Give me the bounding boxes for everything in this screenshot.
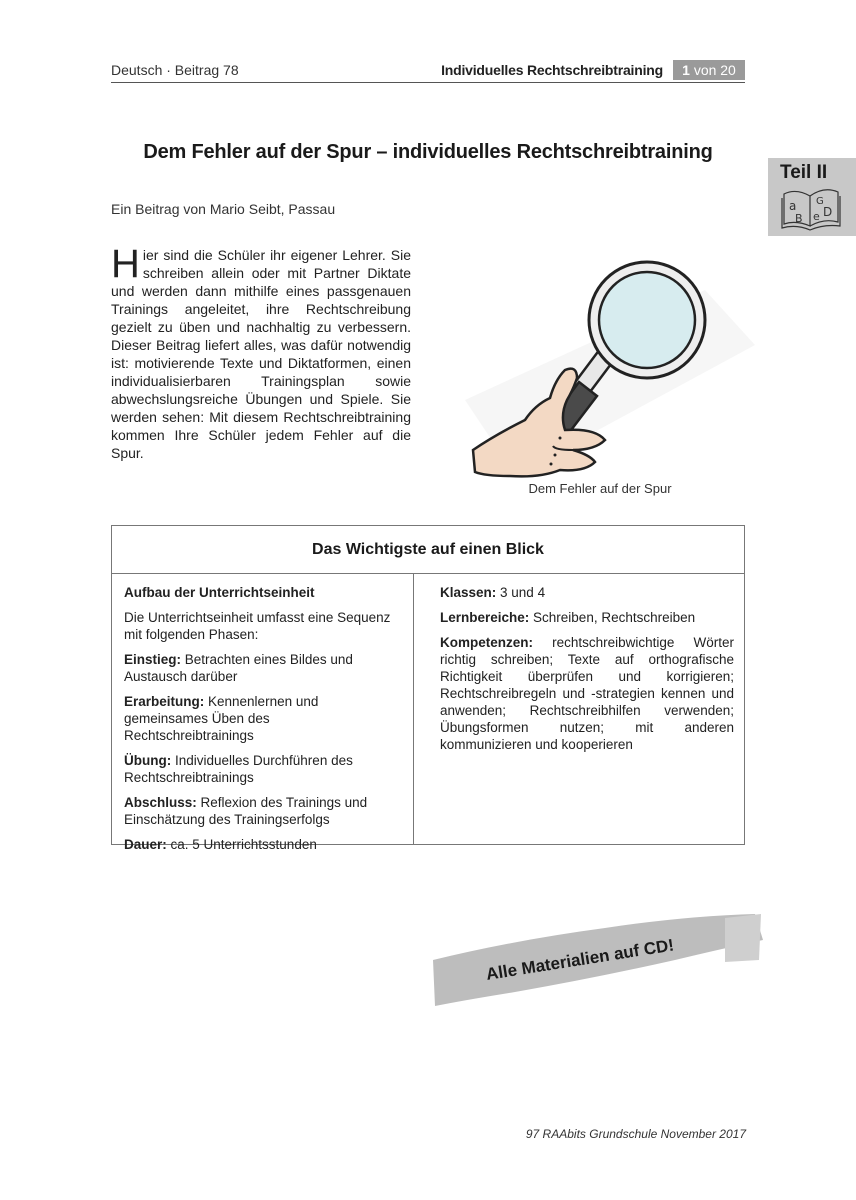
intro-paragraph [111, 242, 411, 462]
phase-item: Übung: Individuelles Durchführen des Rechtschreibtrainings [124, 753, 353, 785]
page-indicator [673, 60, 745, 80]
phase-item: Abschluss: Reflexion des Trainings und Einschätzung des Trainingserfolgs [124, 795, 368, 827]
unit-structure-intro: Die Unterrichtseinheit umfasst eine Sequenz mit folgenden Phasen: [124, 610, 391, 642]
illustration-caption: Dem Fehler auf der Spur [528, 481, 672, 496]
header-subject: Deutsch · Beitrag 78 [111, 62, 239, 78]
overview-title: Das Wichtigste auf einen Blick [112, 526, 744, 574]
svg-text:D: D [823, 205, 833, 219]
cd-banner-text: Alle Materialien auf CD! [484, 935, 676, 984]
header-topic: Individuelles Rechtschreibtraining [441, 62, 663, 78]
page-total: von 20 [693, 62, 736, 78]
overview-left-column [112, 574, 414, 852]
overview-right-column [427, 574, 745, 844]
book-abc-icon [780, 184, 842, 232]
footer-publication: 97 RAAbits Grundschule November 2017 [525, 1127, 746, 1141]
svg-text:a: a [789, 199, 797, 213]
competencies-item: Kompetenzen: rechtschreibwichtige Wörter richtig schreiben; Texte auf orthografische Richtigkeit überprüfen und korrigieren; Rechtschreibregeln und -strategien kennen und anwenden; Rechtschreibhilfen verwenden; Übungsformen nutzen; mit anderen kommunizieren und kooperieren [440, 635, 734, 752]
section-tab [768, 158, 856, 236]
unit-structure-heading: Aufbau der Unterrichtseinheit [124, 585, 315, 600]
phase-item: Erarbeitung: Kennenlernen und gemeinsames Üben des Rechtschreibtrainings [124, 694, 319, 743]
svg-text:G: G [816, 196, 824, 207]
phase-item: Einstieg: Betrachten eines Bildes und Austausch darüber [124, 652, 353, 684]
drop-cap: H [111, 242, 140, 286]
hand-magnifying-glass-icon [455, 250, 755, 480]
running-header [111, 60, 745, 83]
page-title: Dem Fehler auf der Spur – individuelles Rechtschreibtraining [143, 141, 713, 163]
author-line: Ein Beitrag von Mario Seibt, Passau [111, 201, 336, 217]
page-current: 1 [682, 62, 690, 78]
cd-banner [425, 900, 765, 1010]
intro-text: ier sind die Schüler ihr eigener Lehrer. Sie schreiben allein oder mit Partner Diktate und werden dann mithilfe eines passgenauen Trainings angeleitet, ihre Rechtschreibung gezielt zu üben und nachhaltig zu verbessern. Dieser Beitrag liefert alles, was dafür notwendig ist: motivierende Texte und Diktatformen, einen individualisierbaren Trainingsplan sowie abwechslungsreiche Übungen und Spiele. Sie werden sehen: Mit diesem Rechtschreibtraining kommen Ihre Schüler jedem Fehler auf die Spur. [111, 247, 411, 461]
svg-text:e: e [813, 210, 820, 223]
learning-areas-item: Lernbereiche: Schreiben, Rechtschreiben [440, 610, 696, 625]
section-tab-label: Teil II [780, 162, 828, 183]
overview-box [111, 525, 745, 852]
svg-text:B: B [795, 212, 803, 225]
grades-item: Klassen: 3 und 4 [440, 585, 546, 600]
duration-item: Dauer: ca. 5 Unterrichtsstunden [124, 837, 317, 852]
